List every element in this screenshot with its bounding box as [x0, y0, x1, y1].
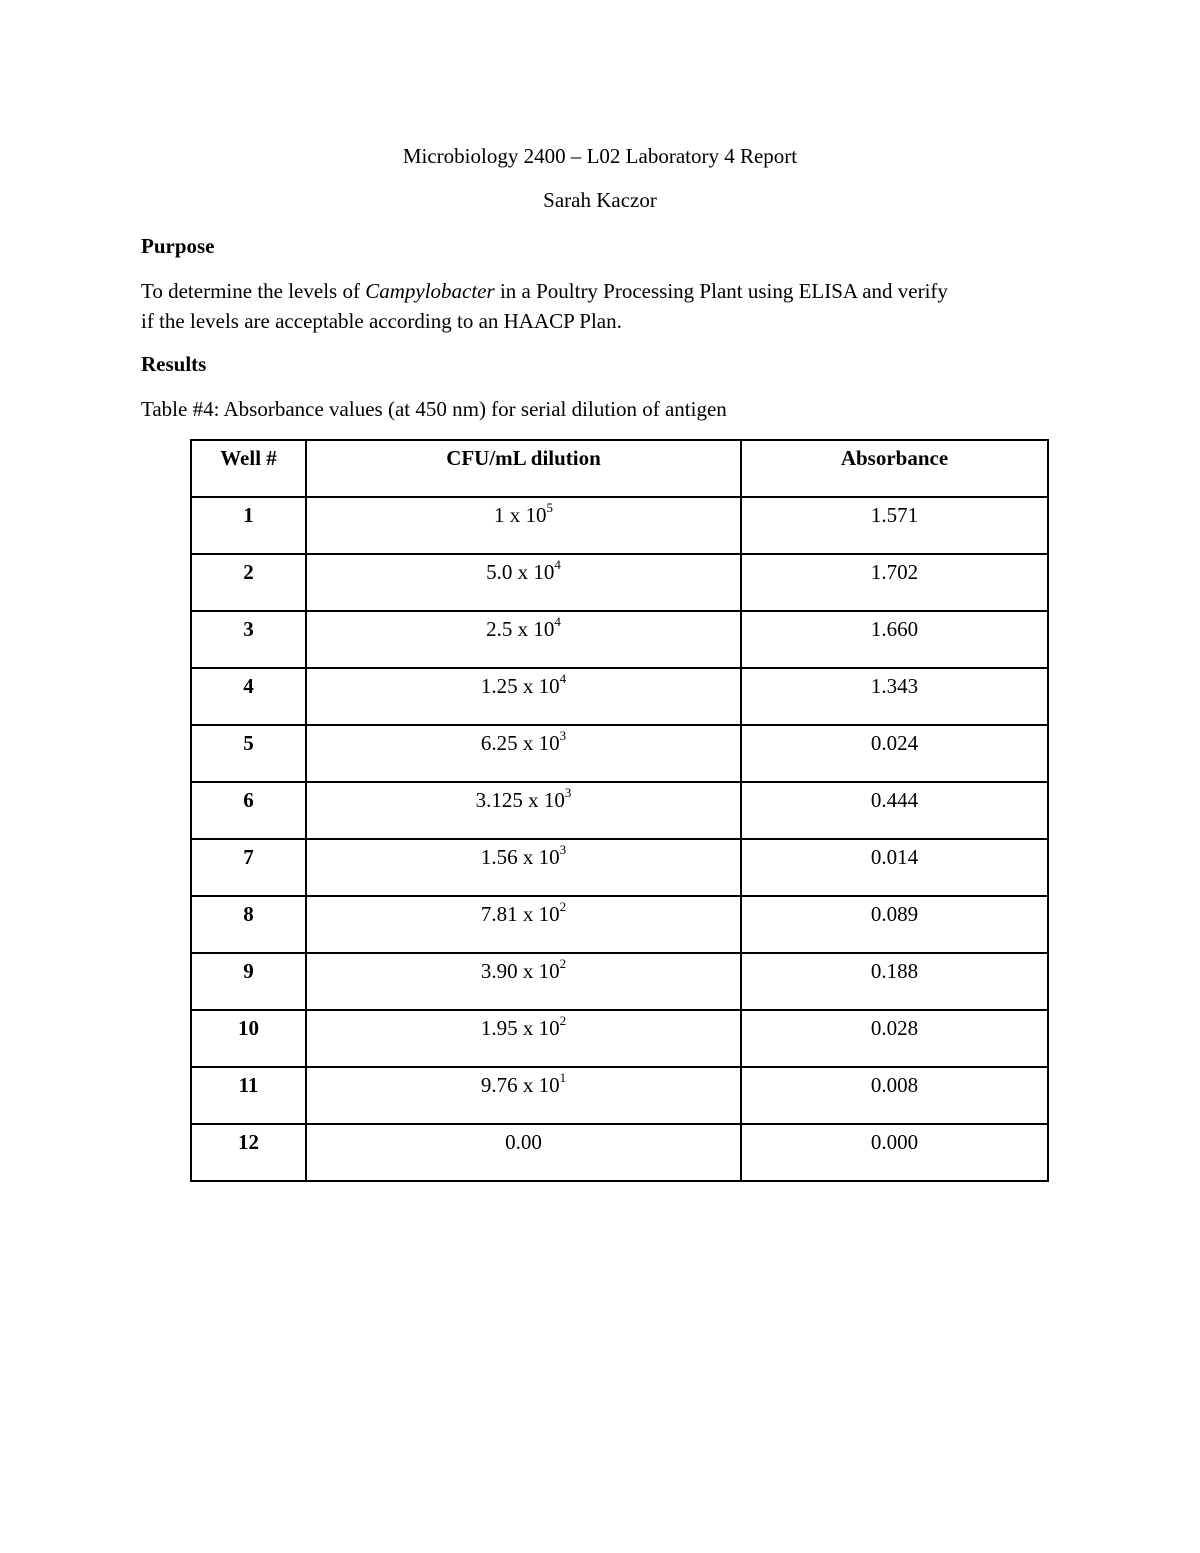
dilution-exponent: 2	[559, 1013, 567, 1028]
dilution-exponent: 3	[564, 785, 572, 800]
well-number-cell: 10	[191, 1010, 306, 1067]
purpose-text-line-2: if the levels are acceptable according to an HAACP Plan.	[141, 309, 622, 333]
absorbance-cell: 1.702	[741, 554, 1048, 611]
dilution-cell	[306, 668, 741, 725]
absorbance-cell: 1.571	[741, 497, 1048, 554]
absorbance-cell: 0.028	[741, 1010, 1048, 1067]
table-row	[191, 611, 1048, 668]
header-dilution: CFU/mL dilution	[306, 440, 741, 497]
table-body	[191, 497, 1048, 1181]
dilution-exponent: 4	[554, 557, 561, 572]
header-well: Well #	[191, 440, 306, 497]
dilution-exponent: 2	[559, 899, 567, 914]
absorbance-cell: 1.343	[741, 668, 1048, 725]
header-absorbance: Absorbance	[741, 440, 1048, 497]
well-number-cell: 8	[191, 896, 306, 953]
dilution-exponent: 3	[559, 728, 567, 743]
dilution-exponent: 2	[559, 956, 567, 971]
absorbance-cell: 0.014	[741, 839, 1048, 896]
dilution-cell	[306, 1010, 741, 1067]
purpose-text-end: in a Poultry Processing Plant using ELISA and verify	[494, 279, 948, 303]
dilution-base: 1.95 x 10	[480, 1016, 560, 1040]
dilution-base: 6.25 x 10	[480, 731, 560, 755]
table-row	[191, 896, 1048, 953]
absorbance-cell: 0.089	[741, 896, 1048, 953]
dilution-cell	[306, 839, 741, 896]
dilution-base: 0.00	[505, 1130, 542, 1154]
purpose-heading: Purpose	[141, 234, 215, 258]
dilution-base: 3.90 x 10	[480, 959, 560, 983]
dilution-exponent: 5	[546, 500, 553, 515]
table-row	[191, 782, 1048, 839]
well-number-cell: 6	[191, 782, 306, 839]
dilution-base: 2.5 x 10	[486, 617, 555, 641]
table-row	[191, 725, 1048, 782]
purpose-text-line-1	[141, 278, 948, 304]
dilution-base: 1.56 x 10	[480, 845, 560, 869]
dilution-base: 5.0 x 10	[486, 560, 555, 584]
absorbance-cell: 0.000	[741, 1124, 1048, 1181]
table-row	[191, 1124, 1048, 1181]
well-number-cell: 4	[191, 668, 306, 725]
dilution-cell	[306, 725, 741, 782]
dilution-base: 3.125 x 10	[475, 788, 565, 812]
table-row	[191, 1067, 1048, 1124]
dilution-base: 7.81 x 10	[480, 902, 560, 926]
dilution-cell	[306, 782, 741, 839]
table-row	[191, 839, 1048, 896]
results-heading: Results	[141, 352, 207, 376]
organism-name: Campylobacter	[365, 279, 495, 303]
absorbance-cell: 0.444	[741, 782, 1048, 839]
author-name: Sarah Kaczor	[543, 188, 657, 212]
dilution-base: 1.25 x 10	[480, 674, 560, 698]
dilution-cell	[306, 611, 741, 668]
purpose-text-start: To determine the levels of	[141, 279, 366, 303]
well-number-cell: 5	[191, 725, 306, 782]
table-row	[191, 554, 1048, 611]
well-number-cell: 12	[191, 1124, 306, 1181]
dilution-cell	[306, 497, 741, 554]
well-number-cell: 9	[191, 953, 306, 1010]
absorbance-cell: 0.024	[741, 725, 1048, 782]
table-row	[191, 953, 1048, 1010]
dilution-cell	[306, 1124, 741, 1181]
well-number-cell: 2	[191, 554, 306, 611]
dilution-cell	[306, 554, 741, 611]
absorbance-cell: 0.188	[741, 953, 1048, 1010]
well-number-cell: 11	[191, 1067, 306, 1124]
well-number-cell: 1	[191, 497, 306, 554]
table-caption: Table #4: Absorbance values (at 450 nm) for serial dilution of antigen	[141, 397, 727, 421]
table-row	[191, 497, 1048, 554]
dilution-cell	[306, 896, 741, 953]
results-table	[190, 439, 1049, 1182]
table-row	[191, 1010, 1048, 1067]
dilution-exponent: 1	[559, 1070, 567, 1085]
well-number-cell: 7	[191, 839, 306, 896]
well-number-cell: 3	[191, 611, 306, 668]
absorbance-cell: 1.660	[741, 611, 1048, 668]
dilution-cell	[306, 1067, 741, 1124]
dilution-exponent: 3	[559, 842, 567, 857]
dilution-base: 1 x 10	[494, 503, 547, 527]
report-title: Microbiology 2400 – L02 Laboratory 4 Report	[402, 144, 798, 168]
table-header-row	[191, 440, 1048, 497]
table-row	[191, 668, 1048, 725]
absorbance-cell: 0.008	[741, 1067, 1048, 1124]
dilution-cell	[306, 953, 741, 1010]
dilution-exponent: 4	[559, 671, 567, 686]
dilution-exponent: 4	[554, 614, 561, 629]
dilution-base: 9.76 x 10	[480, 1073, 560, 1097]
